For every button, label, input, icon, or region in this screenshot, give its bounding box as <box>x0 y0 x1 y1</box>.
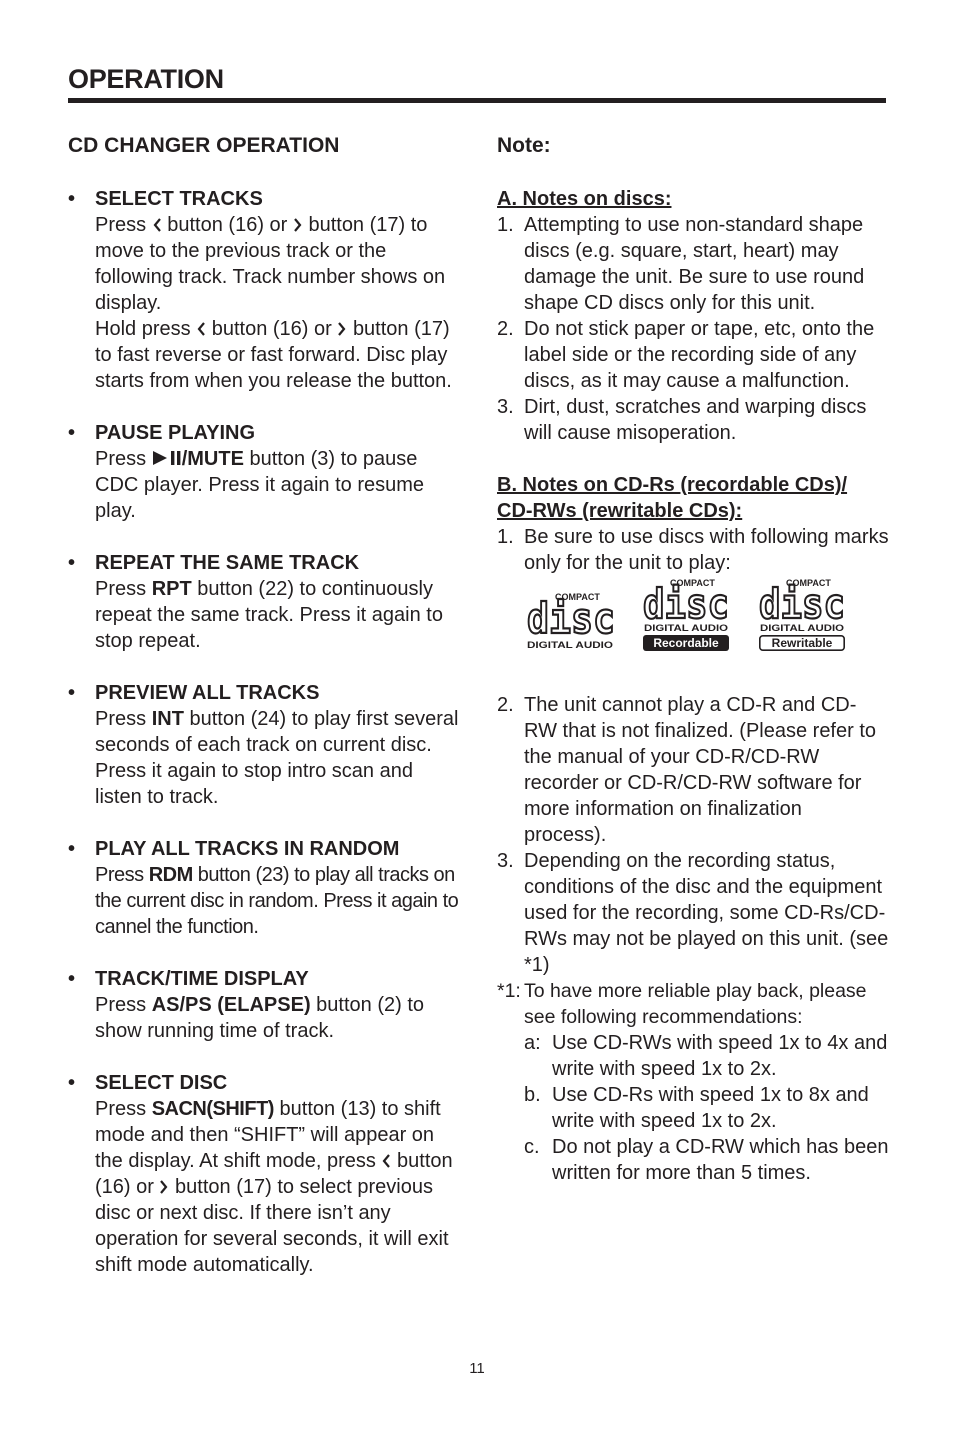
item-pause-playing <box>68 420 460 524</box>
item-select-disc <box>68 1070 460 1278</box>
right-arrow-icon <box>293 216 303 234</box>
page-heading: OPERATION <box>68 64 224 94</box>
item-random-play <box>68 836 460 940</box>
svg-text:disc: disc <box>759 580 845 628</box>
right-column <box>497 132 889 1186</box>
svg-text:DIGITAL AUDIO: DIGITAL AUDIO <box>760 623 844 633</box>
disc-logos <box>497 576 889 666</box>
bullet: • <box>68 422 76 444</box>
heading-rule <box>68 98 886 103</box>
list-item: 1. Be sure to use discs with following marks only for the unit to play: <box>497 526 889 574</box>
item-text: Press RPT button (22) to continuously repeat the same track. Press it again to stop repeat. <box>95 578 443 652</box>
notes-on-cdr-title-1: B. Notes on CD-Rs (recordable CDs)/ <box>497 474 848 496</box>
item-text: Press /MUTE button (3) to pause CDC player. Press it again to resume play. <box>95 448 425 522</box>
item-title: REPEAT THE SAME TRACK <box>95 552 360 574</box>
item-preview-tracks <box>68 680 460 810</box>
page-number: 11 <box>469 1360 485 1377</box>
bullet: • <box>68 838 76 860</box>
bullet: • <box>68 682 76 704</box>
item-repeat-track <box>68 550 460 654</box>
note-title: Note: <box>497 134 551 157</box>
svg-text:DIGITAL AUDIO: DIGITAL AUDIO <box>527 640 613 650</box>
item-text: Press RDM button (23) to play all tracks on the current disc in random. Press it again to cannel the function. <box>95 864 459 938</box>
list-item: 2. The unit cannot play a CD-R and CD-RW that is not finalized. (Please refer to the manual of your CD-R/CD-RW recorder or CD-R/CD-RW software for more information on finalization process). <box>497 694 877 846</box>
compact-disc-rewritable-logo <box>759 576 847 652</box>
item-text: Press SACN(SHIFT) button (13) to shift mode and then “SHIFT” will appear on the display. At shift mode, press button (16) or button (17) to select previous disc or next disc. If there isn’t any operation for several seconds, it will exit shift mode automatically. <box>95 1098 453 1276</box>
compact-disc-recordable-logo <box>643 576 731 652</box>
item-title: SELECT DISC <box>95 1072 228 1094</box>
item-title: PLAY ALL TRACKS IN RANDOM <box>95 838 400 860</box>
svg-text:Rewritable: Rewritable <box>771 636 833 650</box>
item-title: SELECT TRACKS <box>95 188 263 210</box>
svg-text:disc: disc <box>643 580 729 628</box>
bullet: • <box>68 188 76 210</box>
item-track-time-display <box>68 966 460 1044</box>
bullet: • <box>68 1072 76 1094</box>
item-text: Press AS/PS (ELAPSE) button (2) to show running time of track. <box>95 994 425 1042</box>
list-item: 2. Do not stick paper or tape, etc, onto the label side or the recording side of any discs, as it may cause a malfunction. <box>497 318 875 392</box>
svg-text:COMPACT: COMPACT <box>555 592 600 602</box>
item-text: Press INT button (24) to play first several seconds of each track on current disc. Press it again to stop intro scan and listen to track. <box>95 708 459 808</box>
play-pause-icon <box>152 449 182 467</box>
item-select-tracks <box>68 186 460 394</box>
right-arrow-icon <box>337 320 347 338</box>
compact-disc-logo <box>527 590 617 652</box>
list-item: 3. Depending on the recording status, conditions of the disc and the equipment used for the recording, some CD-Rs/CD-RWs may not be played on this unit. (see *1) <box>497 850 889 976</box>
notes-on-discs-title: A. Notes on discs: <box>497 188 672 210</box>
left-column <box>68 132 460 1304</box>
list-item: 1. Attempting to use non-standard shape discs (e.g. square, start, heart) may damage the unit. Be sure to use round shape CD discs only for this unit. <box>497 214 865 314</box>
svg-text:disc: disc <box>527 594 615 643</box>
notes-on-cdr-title-2: CD-RWs (rewritable CDs): <box>497 500 743 522</box>
svg-text:DIGITAL AUDIO: DIGITAL AUDIO <box>644 623 728 633</box>
left-arrow-icon <box>196 320 206 338</box>
left-arrow-icon <box>381 1152 391 1170</box>
item-text: Hold press button (16) or button (17) to fast reverse or fast forward. Disc play starts from when you release the button. <box>95 318 452 392</box>
recommendation-item: c. Do not play a CD-RW which has been written for more than 5 times. <box>524 1136 889 1184</box>
bullet: • <box>68 968 76 990</box>
recommendation-item: a: Use CD-RWs with speed 1x to 4x and write with speed 1x to 2x. <box>524 1032 888 1080</box>
svg-text:Recordable: Recordable <box>653 636 719 650</box>
list-item: 3. Dirt, dust, scratches and warping discs will cause misoperation. <box>497 396 867 444</box>
svg-text:COMPACT: COMPACT <box>670 578 715 588</box>
item-title: PAUSE PLAYING <box>95 422 256 444</box>
item-title: PREVIEW ALL TRACKS <box>95 682 320 704</box>
right-arrow-icon <box>159 1178 169 1196</box>
section-title-cd-changer: CD CHANGER OPERATION <box>68 134 340 157</box>
svg-text:COMPACT: COMPACT <box>786 578 831 588</box>
left-arrow-icon <box>152 216 162 234</box>
item-text: Press button (16) or button (17) to move to the previous track or the following track. Track number shows on display. <box>95 214 446 314</box>
bullet: • <box>68 552 76 574</box>
recommendation-item: b. Use CD-Rs with speed 1x to 8x and write with speed 1x to 2x. <box>524 1084 869 1132</box>
footnote-item: *1: To have more reliable play back, please see following recommendations: <box>497 980 867 1028</box>
item-title: TRACK/TIME DISPLAY <box>95 968 309 990</box>
